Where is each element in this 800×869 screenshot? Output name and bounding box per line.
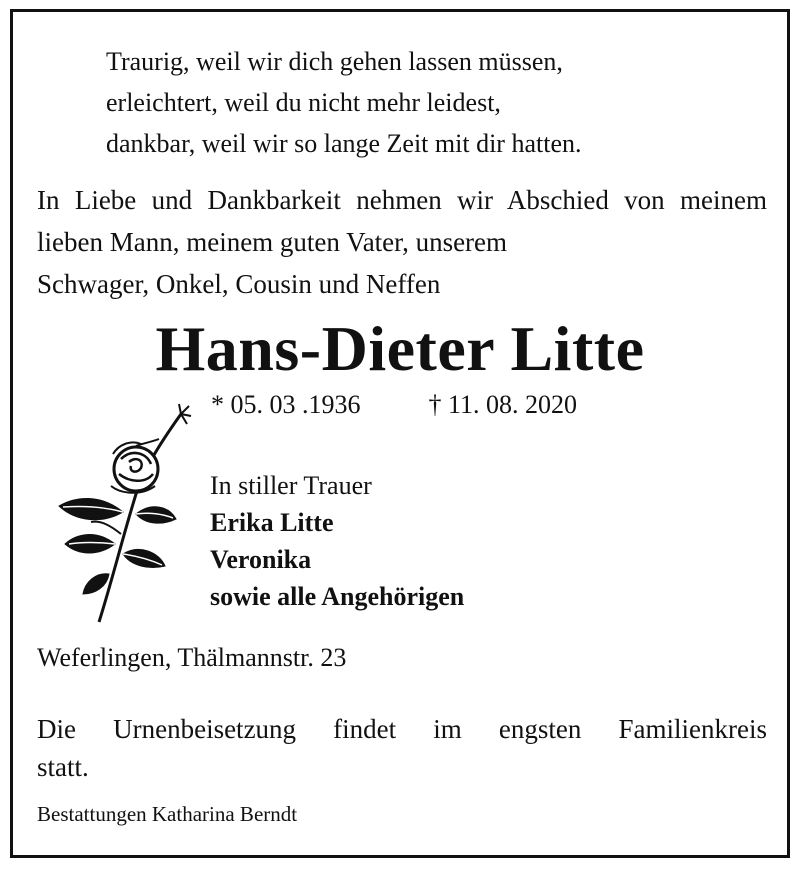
rose-icon bbox=[41, 394, 201, 624]
poem-line: Traurig, weil wir dich gehen lassen müssen, bbox=[106, 47, 563, 76]
farewell-text bbox=[37, 179, 767, 305]
obituary-frame bbox=[10, 9, 790, 858]
birth-date: * 05. 03 .1936 bbox=[211, 390, 361, 419]
farewell-text-body: In Liebe und Dankbarkeit nehmen wir Abschied von meinem lieben Mann, meinem guten Vater, unserem bbox=[37, 185, 767, 257]
burial-notice-line: statt. bbox=[37, 752, 89, 782]
life-dates bbox=[211, 390, 577, 420]
burial-notice-line: Die Urnenbeisetzung findet im engsten Familienkreis bbox=[37, 714, 767, 744]
mourners bbox=[210, 467, 464, 615]
poem-line: erleichtert, weil du nicht mehr leidest, bbox=[106, 88, 501, 117]
burial-notice bbox=[37, 710, 767, 786]
undertaker: Bestattungen Katharina Berndt bbox=[37, 802, 298, 826]
deceased-name: Hans-Dieter Litte bbox=[155, 313, 645, 384]
mourner-name: sowie alle Angehörigen bbox=[210, 582, 465, 611]
farewell-text-last-line: Schwager, Onkel, Cousin und Neffen bbox=[37, 269, 441, 299]
mourner-name: Veronika bbox=[210, 545, 312, 574]
mourners-heading: In stiller Trauer bbox=[210, 471, 372, 500]
mourner-name: Erika Litte bbox=[210, 508, 334, 537]
poem-line: dankbar, weil wir so lange Zeit mit dir hatten. bbox=[106, 129, 582, 158]
poem bbox=[106, 41, 582, 164]
address: Weferlingen, Thälmannstr. 23 bbox=[37, 643, 347, 672]
death-date: † 11. 08. 2020 bbox=[428, 390, 578, 419]
